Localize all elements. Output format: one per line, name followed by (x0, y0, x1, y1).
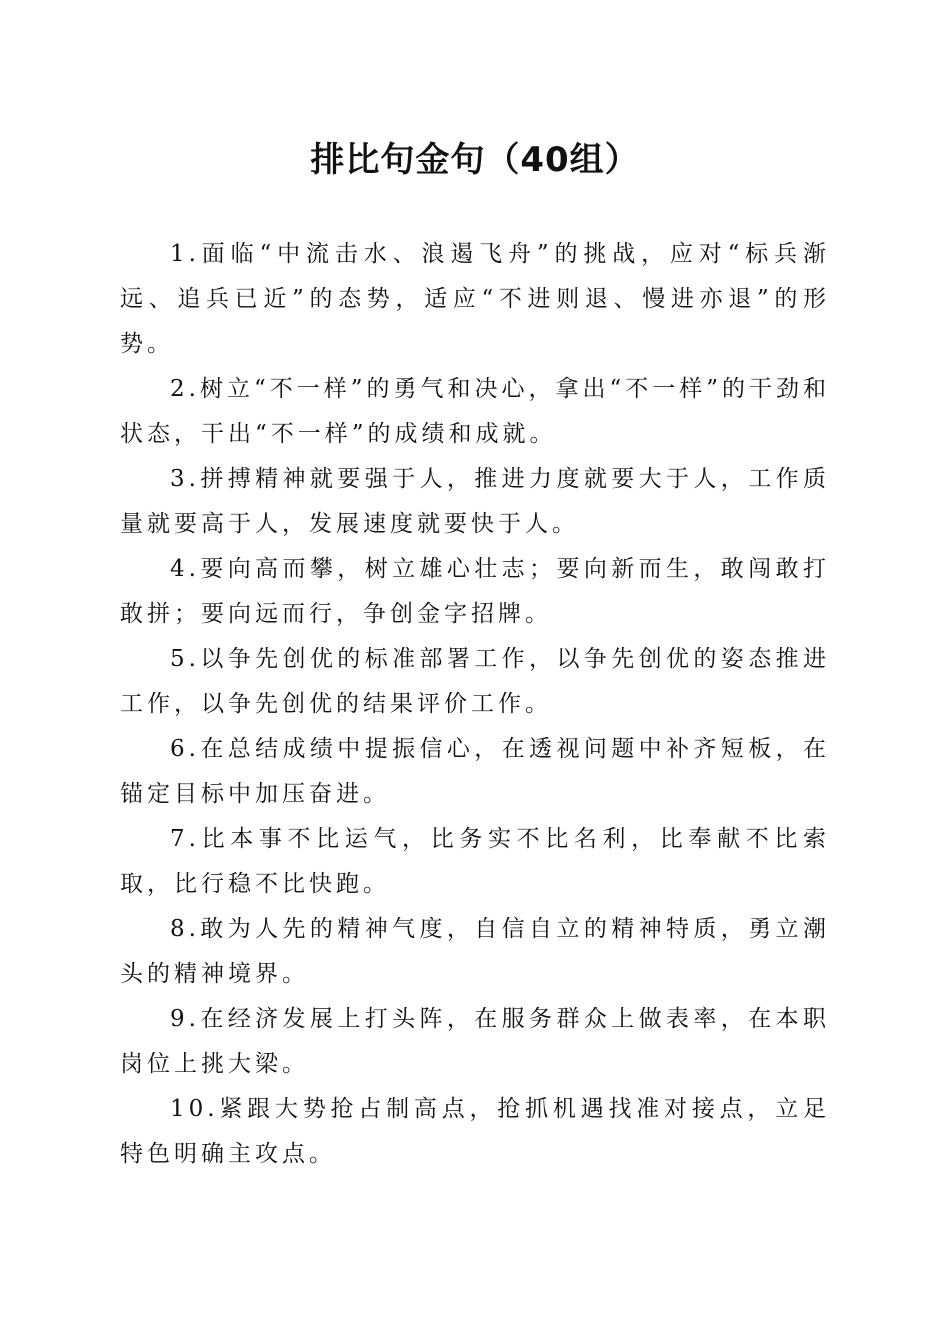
paragraph-10: 10.紧跟大势抢占制高点，抢抓机遇找准对接点，立足特色明确主攻点。 (120, 1096, 830, 1167)
paragraph-2: 2.树立“不一样”的勇气和决心，拿出“不一样”的干劲和状态，干出“不一样”的成绩和成就。 (120, 376, 830, 447)
paragraph-5: 5.以争先创优的标准部署工作，以争先创优的姿态推进工作，以争先创优的结果评价工作。 (120, 646, 830, 717)
page-title: 排比句金句（40组） (310, 140, 640, 180)
paragraph-7: 7.比本事不比运气，比务实不比名利，比奉献不比索取，比行稳不比快跑。 (120, 826, 830, 897)
paragraph-9: 9.在经济发展上打头阵，在服务群众上做表率，在本职岗位上挑大梁。 (120, 1006, 830, 1077)
paragraph-8: 8.敢为人先的精神气度，自信自立的精神特质，勇立潮头的精神境界。 (120, 916, 830, 987)
document-body (120, 232, 830, 1177)
paragraph-1: 1.面临“中流击水、浪遏飞舟”的挑战，应对“标兵渐远、追兵已近”的态势，适应“不进则退、慢进亦退”的形势。 (120, 241, 830, 357)
paragraph-4: 4.要向高而攀，树立雄心壮志；要向新而生，敢闯敢打敢拼；要向远而行，争创金字招牌。 (120, 556, 830, 627)
paragraph-3: 3.拼搏精神就要强于人，推进力度就要大于人，工作质量就要高于人，发展速度就要快于人。 (120, 466, 830, 537)
paragraph-6: 6.在总结成绩中提振信心，在透视问题中补齐短板，在锚定目标中加压奋进。 (120, 736, 830, 807)
